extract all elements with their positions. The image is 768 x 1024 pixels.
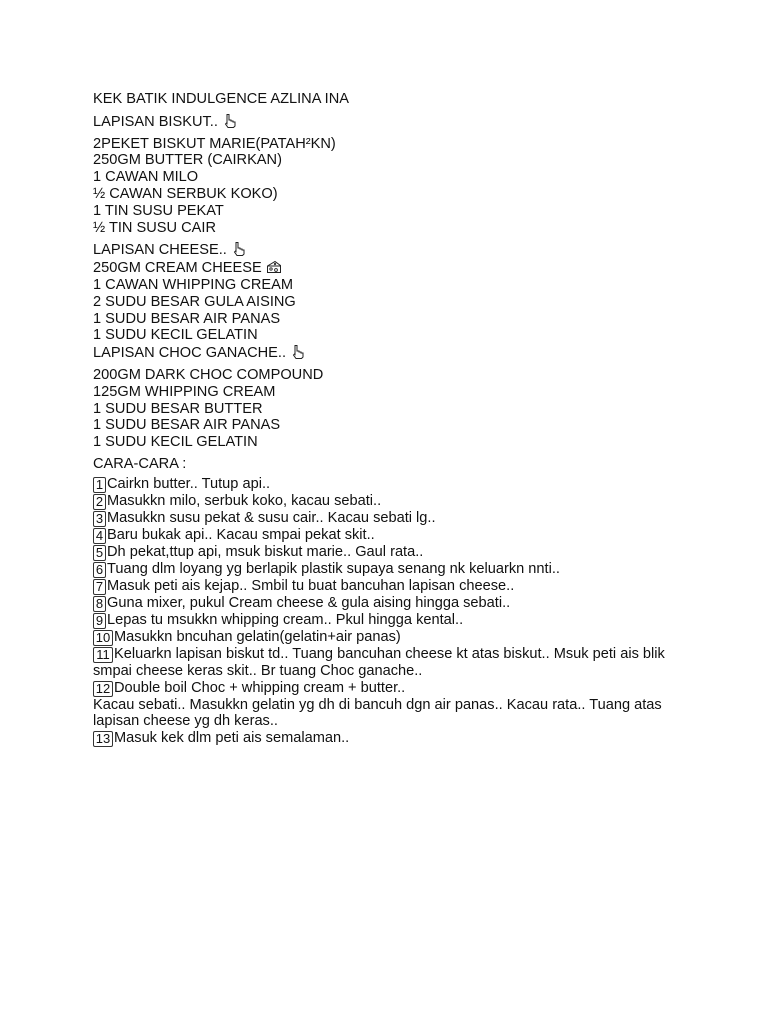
step-text: Masukkn milo, serbuk koko, kacau sebati.. xyxy=(107,492,382,509)
ingredient-item: 1 SUDU BESAR AIR PANAS xyxy=(93,310,281,327)
ingredient-item: 125GM WHIPPING CREAM xyxy=(93,383,276,400)
cheese-icon xyxy=(266,259,282,275)
ingredient-item: 1 SUDU BESAR BUTTER xyxy=(93,400,263,417)
step-number-badge: 7 xyxy=(93,579,106,595)
method-step xyxy=(93,680,693,697)
step-number-badge: 5 xyxy=(93,545,106,561)
method-step xyxy=(93,510,693,527)
ingredient-item: 1 SUDU KECIL GELATIN xyxy=(93,434,258,451)
step-number-badge: 12 xyxy=(93,681,113,697)
step-text: Masukkn susu pekat & susu cair.. Kacau sebati lg.. xyxy=(107,509,436,526)
method-step xyxy=(93,646,693,680)
step-text: Masuk peti ais kejap.. Smbil tu buat bancuhan lapisan cheese.. xyxy=(107,577,515,594)
ingredient-item: 200GM DARK CHOC COMPOUND xyxy=(93,366,324,383)
step-number-badge: 11 xyxy=(93,647,113,663)
method-step xyxy=(93,730,693,747)
cheese-ingredients xyxy=(93,259,693,344)
step-text: Cairkn butter.. Tutup api.. xyxy=(107,475,271,492)
recipe-title: KEK BATIK INDULGENCE AZLINA INA xyxy=(93,91,350,107)
method-steps xyxy=(93,476,693,747)
step-number-badge: 8 xyxy=(93,596,106,612)
ganache-ingredients xyxy=(93,367,693,451)
cheese-heading-text: LAPISAN CHEESE.. xyxy=(93,242,227,259)
step-text: Baru bukak api.. Kacau smpai pekat skit.. xyxy=(107,526,375,543)
step-number-badge: 4 xyxy=(93,528,106,544)
step-text: Kacau sebati.. Masukkn gelatin yg dh di bancuh dgn air panas.. Kacau rata.. Tuang atas lapisan cheese yg dh keras.. xyxy=(93,696,662,730)
step-text: Dh pekat,ttup api, msuk biskut marie.. Gaul rata.. xyxy=(107,543,424,560)
step-number-badge: 3 xyxy=(93,511,106,527)
ingredient-item: 250GM BUTTER (CAIRKAN) xyxy=(93,152,282,169)
method-step xyxy=(93,561,693,578)
step-text: Masuk kek dlm peti ais semalaman.. xyxy=(114,730,350,747)
method-step xyxy=(93,527,693,544)
step-text: Guna mixer, pukul Cream cheese & gula aising hingga sebati.. xyxy=(107,594,511,611)
ganache-layer-heading xyxy=(93,344,693,362)
ingredient-item: 2 SUDU BESAR GULA AISING xyxy=(93,293,296,310)
biscuit-layer-heading xyxy=(93,113,693,131)
method-step xyxy=(93,476,693,493)
method-step xyxy=(93,578,693,595)
step-text: Double boil Choc + whipping cream + butter.. xyxy=(114,679,406,696)
recipe-document xyxy=(93,91,693,747)
method-heading: CARA-CARA : xyxy=(93,455,187,472)
ingredient-item: ½ CAWAN SERBUK KOKO) xyxy=(93,185,278,202)
ingredient-item: 1 CAWAN MILO xyxy=(93,169,199,186)
ganache-heading-text: LAPISAN CHOC GANACHE.. xyxy=(93,345,287,362)
ingredient-item: 1 TIN SUSU PEKAT xyxy=(93,202,224,219)
ingredient-item: 1 CAWAN WHIPPING CREAM xyxy=(93,276,294,293)
method-step xyxy=(93,612,693,629)
ingredient-item xyxy=(93,259,693,277)
step-number-badge: 2 xyxy=(93,494,106,510)
biscuit-ingredients xyxy=(93,136,693,237)
biscuit-heading-text: LAPISAN BISKUT.. xyxy=(93,113,218,130)
method-step xyxy=(93,595,693,612)
method-step xyxy=(93,629,693,646)
step-number-badge: 9 xyxy=(93,613,106,629)
step-number-badge: 13 xyxy=(93,731,113,747)
ingredient-item: 1 SUDU KECIL GELATIN xyxy=(93,327,258,344)
ingredient-item: 2PEKET BISKUT MARIE(PATAH²KN) xyxy=(93,135,336,152)
step-number-badge: 1 xyxy=(93,477,106,493)
step-text: Tuang dlm loyang yg berlapik plastik supaya senang nk keluarkn nnti.. xyxy=(107,560,560,577)
cheese-layer-heading xyxy=(93,241,693,259)
step-text: Masukkn bncuhan gelatin(gelatin+air panas) xyxy=(114,628,401,645)
pointing-hand-icon xyxy=(222,113,238,129)
step-number-badge: 6 xyxy=(93,562,106,578)
method-step xyxy=(93,544,693,561)
step-text: Lepas tu msukkn whipping cream.. Pkul hingga kental.. xyxy=(107,611,464,628)
step-text: Keluarkn lapisan biskut td.. Tuang bancuhan cheese kt atas biskut.. Msuk peti ais blik smpai cheese keras skit.. Br tuang Choc ganache.. xyxy=(93,645,665,679)
method-step-continuation xyxy=(93,697,693,731)
ingredient-text: 250GM CREAM CHEESE xyxy=(93,260,262,277)
step-number-badge: 10 xyxy=(93,630,113,646)
method-step xyxy=(93,493,693,510)
pointing-hand-icon xyxy=(290,344,306,360)
pointing-hand-icon xyxy=(231,241,247,257)
ingredient-item: 1 SUDU BESAR AIR PANAS xyxy=(93,417,281,434)
ingredient-item: ½ TIN SUSU CAIR xyxy=(93,219,216,236)
